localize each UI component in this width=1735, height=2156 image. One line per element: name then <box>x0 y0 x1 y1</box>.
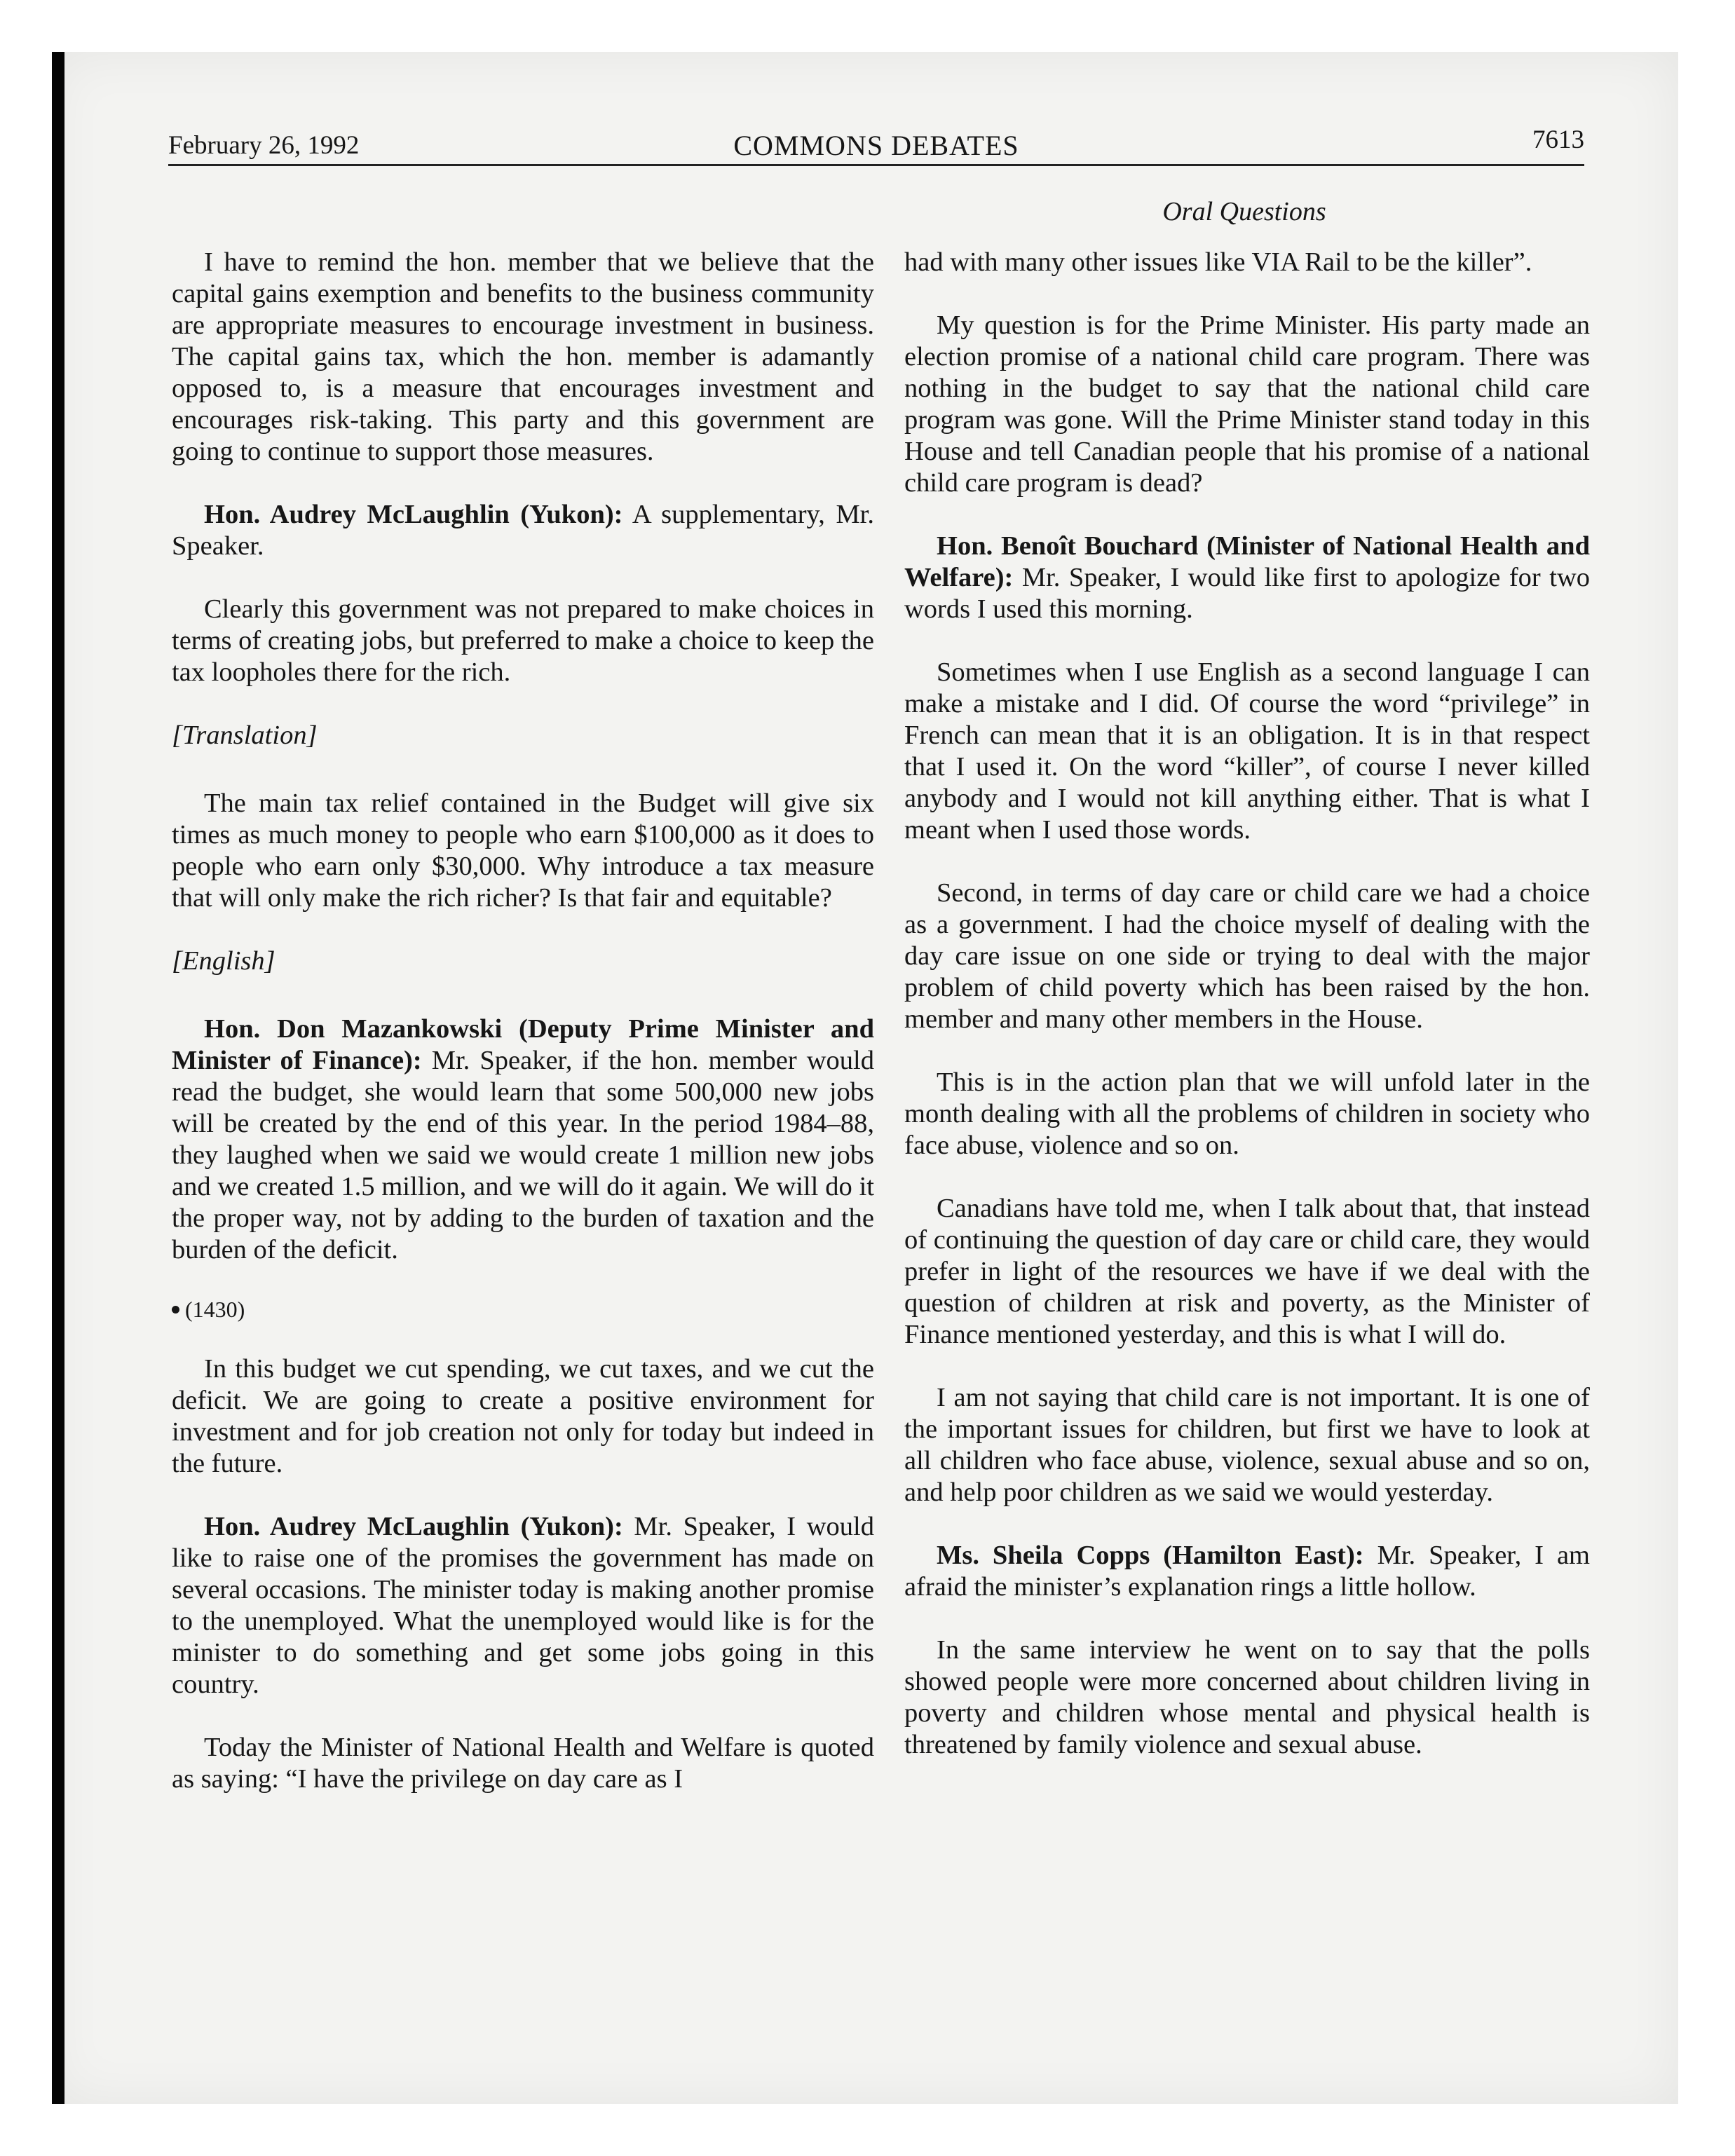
speaker-name: Ms. Sheila Copps (Hamilton East): <box>937 1541 1364 1570</box>
page-number: 7613 <box>1532 125 1584 154</box>
paragraph: Clearly this government was not prepared to make choices in terms of creating jobs, but preferred to make a choice to keep the tax loopholes there for the rich. <box>172 594 874 687</box>
left-column <box>172 247 874 1827</box>
header-date: February 26, 1992 <box>168 131 360 160</box>
paragraph: Today the Minister of National Health and Welfare is quoted as saying: “I have the privilege on day care as I <box>172 1733 874 1794</box>
section-title: Oral Questions <box>1162 197 1326 226</box>
paragraph <box>904 1540 1590 1603</box>
language-marker: [English] <box>172 946 275 976</box>
paragraph <box>172 1014 874 1266</box>
speech-text: Mr. Speaker, I would like first to apologize for two words I used this morning. <box>904 563 1590 624</box>
speaker-name: Hon. Audrey McLaughlin (Yukon): <box>204 500 623 529</box>
paragraph: Second, in terms of day care or child care we had a choice as a government. I had the choice myself of dealing with the day care issue on one side or trying to deal with the major problem of child poverty which has been raised by the hon. member and many other members in the House. <box>904 878 1590 1034</box>
paragraph <box>904 531 1590 625</box>
paragraph: Sometimes when I use English as a second language I can make a mistake and I did. Of course the word “privilege” in French can mean that it is an obligation. It is in that respect that I used it. On the word “killer”, of course I never killed anybody and I would not kill anything either. That is what I meant when I used those words. <box>904 657 1590 845</box>
speaker-name: Hon. Don Mazankowski (Deputy Prime Minister and Minister of Finance): <box>172 1014 874 1075</box>
header-rule <box>168 164 1584 166</box>
paragraph <box>172 499 874 562</box>
paragraph: I am not saying that child care is not important. It is one of the important issues for children, but first we have to look at all children who face abuse, violence, sexual abuse and so on, and help poor children as we said we would yesterday. <box>904 1383 1590 1507</box>
speaker-name: Hon. Benoît Bouchard (Minister of National Health and Welfare): <box>904 531 1590 592</box>
right-column <box>904 247 1590 1792</box>
paragraph: had with many other issues like VIA Rail to be the killer”. <box>904 247 1532 277</box>
language-marker: [Translation] <box>172 721 318 750</box>
speaker-name: Hon. Audrey McLaughlin (Yukon): <box>204 1512 623 1541</box>
paragraph: This is in the action plan that we will unfold later in the month dealing with all the problems of children in society who face abuse, violence and so on. <box>904 1067 1590 1160</box>
speech-text: Mr. Speaker, if the hon. member would read the budget, she would learn that some 500,000 new jobs will be created by the end of this year. In the period 1984–88, they laughed when we said we would create 1 million new jobs and we created 1.5 million, and we will do it again. We will do it the proper way, not by adding to the burden of taxation and the burden of the deficit. <box>172 1046 874 1264</box>
paragraph: Canadians have told me, when I talk about that, that instead of continuing the question of day care or child care, they would prefer in light of the resources we have if we deal with the question of children at risk and poverty, as the Minister of Finance mentioned yesterday, and this is what I will do. <box>904 1194 1590 1349</box>
paragraph: I have to remind the hon. member that we believe that the capital gains exemption and benefits to the business community are appropriate measures to encourage investment in business. The capital gains tax, which the hon. member is adamantly opposed to, is a measure that encourages investment and encourages risk-taking. This party and this government are going to continue to support those measures. <box>172 247 874 466</box>
paragraph <box>172 1511 874 1700</box>
speech-text: Mr. Speaker, I am afraid the minister’s explanation rings a little hollow. <box>904 1541 1590 1602</box>
header-title: COMMONS DEBATES <box>733 130 1019 161</box>
speech-text: Mr. Speaker, I would like to raise one of the promises the government has made on several occasions. The minister today is making another promise to the unemployed. What the unemployed would like is for the minister to do something and get some jobs going in this country. <box>172 1512 874 1699</box>
speech-text: A supplementary, Mr. Speaker. <box>172 500 874 561</box>
paragraph: My question is for the Prime Minister. His party made an election promise of a national child care program. There was nothing in the budget to say that the national child care program was gone. Will the Prime Minister stand today in this House and tell Canadian people that his promise of a national child care program is dead? <box>904 311 1590 498</box>
bullet-icon <box>172 1306 179 1314</box>
time-marker-text: (1430) <box>185 1297 245 1322</box>
paragraph: In this budget we cut spending, we cut taxes, and we cut the deficit. We are going to create a positive environment for investment and for job creation not only for today but indeed in the future. <box>172 1354 874 1478</box>
paragraph: The main tax relief contained in the Budget will give six times as much money to people who earn $100,000 as it does to people who earn only $30,000. Why introduce a tax measure that will only make the rich richer? Is that fair and equitable? <box>172 789 874 913</box>
binding-edge <box>52 52 64 2104</box>
paragraph: In the same interview he went on to say that the polls showed people were more concerned about children living in poverty and children whose mental and physical health is threatened by family violence and sexual abuse. <box>904 1635 1590 1759</box>
running-header <box>168 125 1584 167</box>
time-marker <box>172 1294 874 1325</box>
